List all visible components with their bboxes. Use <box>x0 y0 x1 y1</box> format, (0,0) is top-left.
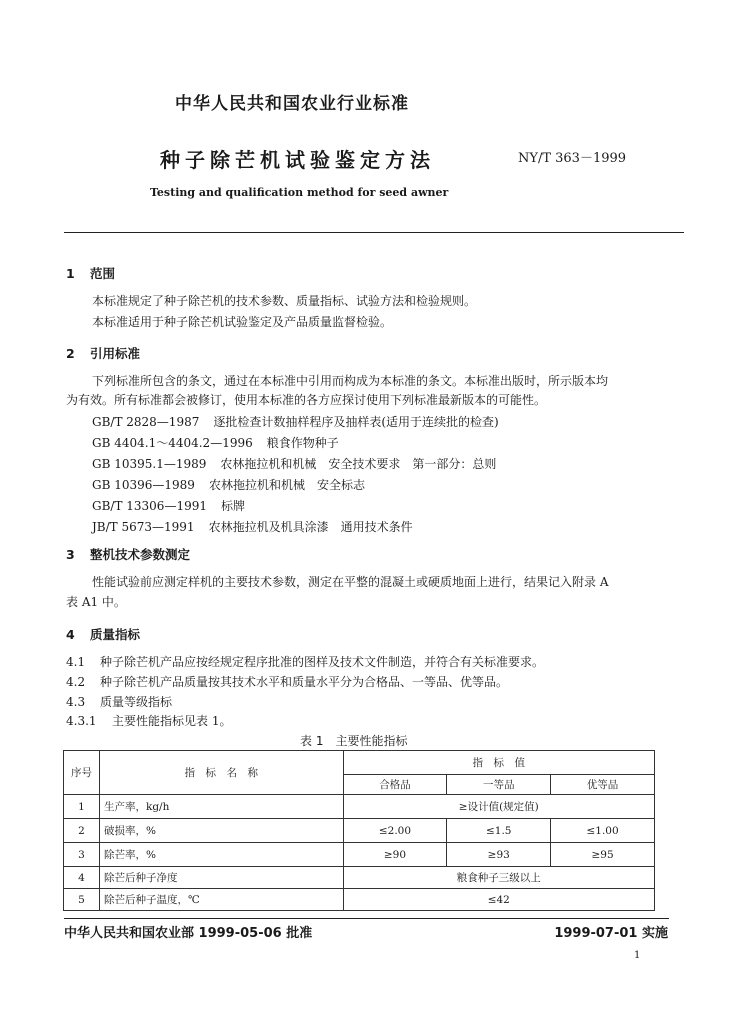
header-indicator-value: 指 标 值 <box>343 751 654 775</box>
cell-value: ≥设计值(规定值) <box>343 795 654 819</box>
reference-item <box>92 476 365 493</box>
footer-divider <box>64 918 669 919</box>
reference-title: 逐批检查计数抽样程序及抽样表(适用于连续批的检查) <box>213 415 499 429</box>
cell-value: ≤1.5 <box>447 819 551 843</box>
section-3-heading <box>66 545 190 563</box>
english-title: Testing and qualification method for seed awner <box>150 186 449 199</box>
clause-item <box>66 694 172 710</box>
clause-text: 主要性能指标见表 1。 <box>112 714 232 728</box>
table-row <box>64 867 655 889</box>
reference-item <box>92 518 413 535</box>
section-title: 范围 <box>90 266 116 281</box>
cell-value: ≤2.00 <box>343 819 447 843</box>
cell-seq: 5 <box>64 889 100 911</box>
table-row <box>64 795 655 819</box>
cell-value: ≥90 <box>343 843 447 867</box>
section-4-heading <box>66 625 140 643</box>
document-title: 种子除芒机试验鉴定方法 <box>160 148 435 172</box>
cell-seq: 4 <box>64 867 100 889</box>
cell-name: 破损率，% <box>99 819 343 843</box>
paragraph: 性能试验前应测定样机的主要技术参数，测定在平整的混凝土或硬质地面上进行，结果记入附录 A <box>92 575 609 589</box>
paragraph: 本标准适用于种子除芒机试验鉴定及产品质量监督检验。 <box>92 315 393 329</box>
header-divider <box>64 232 684 233</box>
section-title: 引用标准 <box>90 346 141 361</box>
section-title: 整机技术参数测定 <box>90 547 191 562</box>
table-header-row <box>64 751 655 775</box>
reference-code: JB/T 5673—1991 <box>92 520 195 534</box>
cell-value: ≥95 <box>551 843 655 867</box>
standard-number: NY/T 363－1999 <box>518 151 627 166</box>
table-row <box>64 819 655 843</box>
header-indicator-name: 指 标 名 称 <box>99 751 343 795</box>
header-grade: 一等品 <box>447 775 551 795</box>
performance-indicator-table <box>63 750 655 911</box>
header-grade: 优等品 <box>551 775 655 795</box>
standard-category: 中华人民共和国农业行业标准 <box>175 94 409 114</box>
clause-text: 种子除芒机产品质量按其技术水平和质量水平分为合格品、一等品、优等品。 <box>100 675 509 689</box>
section-number: 2 <box>66 346 75 361</box>
clause-item <box>66 654 544 670</box>
reference-code: GB 4404.1～4404.2—1996 <box>92 436 253 450</box>
paragraph: 本标准规定了种子除芒机的技术参数、质量指标、试验方法和检验规则。 <box>92 294 477 308</box>
cell-value: ≤1.00 <box>551 819 655 843</box>
section-number: 4 <box>66 627 75 642</box>
cell-seq: 3 <box>64 843 100 867</box>
reference-item <box>92 497 245 514</box>
reference-title: 农林拖拉机和机械 安全技术要求 第一部分：总则 <box>220 457 497 471</box>
reference-code: GB 10396—1989 <box>92 478 195 492</box>
paragraph: 下列标准所包含的条文，通过在本标准中引用而构成为本标准的条文。本标准出版时，所示版本均 <box>92 374 609 388</box>
section-2-heading <box>66 344 140 362</box>
reference-code: GB 10395.1—1989 <box>92 457 207 471</box>
cell-name: 除芒后种子净度 <box>99 867 343 889</box>
table-row <box>64 889 655 911</box>
reference-code: GB/T 13306—1991 <box>92 499 207 513</box>
clause-item <box>66 674 508 690</box>
cell-value: ≤42 <box>343 889 654 911</box>
reference-title: 农林拖拉机及机具涂漆 通用技术条件 <box>208 520 413 534</box>
cell-name: 除芒率，% <box>99 843 343 867</box>
reference-title: 粮食作物种子 <box>266 436 339 450</box>
reference-title: 标牌 <box>220 499 245 513</box>
approval-date: 中华人民共和国农业部 1999-05-06 批准 <box>64 926 313 941</box>
clause-text: 种子除芒机产品应按经规定程序批准的图样及技术文件制造，并符合有关标准要求。 <box>100 655 545 669</box>
page-number: 1 <box>634 950 641 961</box>
implementation-date: 1999-07-01 实施 <box>554 926 668 941</box>
cell-value: 粮食种子三级以上 <box>343 867 654 889</box>
reference-item <box>92 413 499 430</box>
clause-text: 质量等级指标 <box>100 695 173 709</box>
cell-seq: 1 <box>64 795 100 819</box>
clause-number: 4.3.1 <box>66 714 97 728</box>
table-row <box>64 843 655 867</box>
section-number: 3 <box>66 547 75 562</box>
cell-name: 生产率，kg/h <box>99 795 343 819</box>
cell-name: 除芒后种子温度，℃ <box>99 889 343 911</box>
paragraph: 表 A1 中。 <box>66 595 126 609</box>
section-number: 1 <box>66 266 75 281</box>
clause-number: 4.1 <box>66 655 86 669</box>
reference-item <box>92 455 496 472</box>
reference-code: GB/T 2828—1987 <box>92 415 200 429</box>
section-title: 质量指标 <box>90 627 141 642</box>
clause-item <box>66 713 231 729</box>
cell-value: ≥93 <box>447 843 551 867</box>
header-seq: 序号 <box>64 751 100 795</box>
reference-item <box>92 434 339 451</box>
header-grade: 合格品 <box>343 775 447 795</box>
paragraph: 为有效。所有标准都会被修订，使用本标准的各方应探讨使用下列标准最新版本的可能性。 <box>66 393 547 407</box>
clause-number: 4.3 <box>66 695 86 709</box>
table-caption: 表 1 主要性能指标 <box>300 734 408 748</box>
section-1-heading <box>66 264 115 282</box>
reference-title: 农林拖拉机和机械 安全标志 <box>208 478 365 492</box>
clause-number: 4.2 <box>66 675 86 689</box>
cell-seq: 2 <box>64 819 100 843</box>
